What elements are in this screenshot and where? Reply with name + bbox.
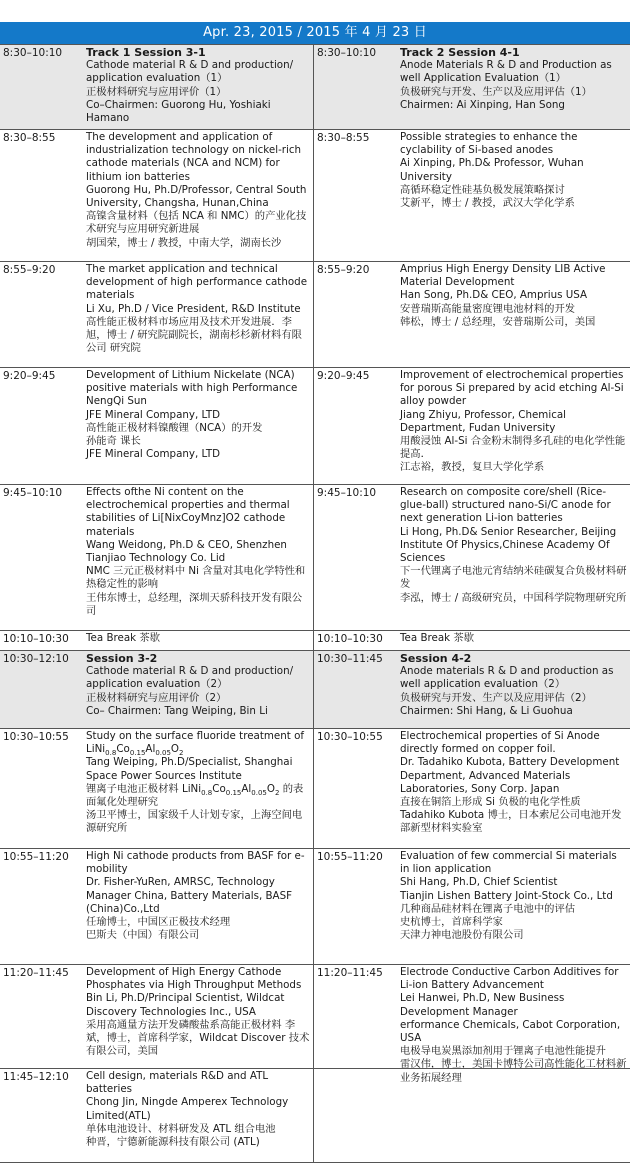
talk-line: 韩松，博士 / 总经理，安普瑞斯公司，美国 (400, 315, 596, 328)
talk-line: Amprius High Energy Density LIB Active Material Development (400, 263, 606, 289)
talk-details (400, 131, 628, 210)
talk-line: 安普瑞斯高能量密度锂电池材料的开发 (400, 302, 576, 315)
schedule-row (0, 848, 630, 964)
time-slot: 10:10–10:30 (3, 633, 69, 645)
talk-line: 李泓，博士 / 高级研究员，中国科学院物理研究所 (400, 591, 627, 604)
talk-line: 江志裕，教授，复旦大学化学系 (400, 461, 545, 474)
talk-details (400, 850, 628, 942)
talk-details (86, 966, 310, 1058)
time-slot: 8:55–9:20 (3, 264, 56, 276)
talk-line: Tea Break 茶歇 (86, 632, 161, 644)
talk-details (400, 730, 628, 836)
session-title: Track 2 Session 4-1 (400, 46, 520, 59)
schedule-cell-left (0, 729, 314, 848)
talk-line: Electrochemical properties of Si Anode directly formed on copper foil. (400, 730, 600, 756)
talk-line: Electrode Conductive Carbon Additives for Li-ion Battery Advancement (400, 966, 619, 992)
talk-details (86, 263, 310, 355)
talk-line: NengQi Sun (86, 395, 147, 408)
schedule-row (0, 261, 630, 367)
talk-details (400, 652, 628, 718)
talk-line: Improvement of electrochemical properties for porous Si prepared by acid etching Al-Si alloy powder (400, 369, 624, 408)
talk-line: 电极导电炭黑添加剂用于锂离子电池性能提升 (400, 1045, 606, 1058)
talk-line: Wang Weidong, Ph.D & CEO, Shenzhen Tianjiao Technology Co. Lid (86, 538, 287, 565)
chemical-formula: $LiNi_{0.8}Co_{0.15}Al_{0.05}O_2$ (86, 743, 184, 758)
talk-line: Chairmen: Ai Xinping, Han Song (400, 98, 565, 111)
schedule-cell-left (0, 1069, 314, 1162)
time-slot: 10:55–11:20 (3, 851, 69, 863)
schedule-cell-left (0, 631, 314, 650)
talk-line: 巴斯夫（中国）有限公司 (86, 929, 200, 942)
talk-line: Tianjin Lishen Battery Joint-Stock Co., Ltd (400, 889, 613, 902)
talk-line: 高镍含量材料（包括 NCA 和 NMC）的产业化技术研究与应用研究新进展 (86, 210, 307, 236)
time-slot: 10:10–10:30 (317, 633, 383, 645)
talk-line: 正极材料研究与应用评价（1） (86, 85, 227, 98)
talk-details (86, 369, 310, 461)
time-slot: 10:55–11:20 (317, 851, 383, 863)
talk-line: Tea Break 茶歇 (400, 632, 475, 644)
talk-line: Cathode material R & D and production/ application evaluation（2） (86, 665, 294, 691)
talk-line: Bin Li, Ph.D/Principal Scientist, Wildcat Discovery Technologies Inc., USA (86, 992, 285, 1018)
schedule-cell-left (0, 130, 314, 261)
talk-line: Chairmen: Shi Hang, & Li Guohua (400, 704, 573, 717)
talk-line: Effects ofthe Ni content on the electrochemical properties and thermal stabilities of Li[NixCoyMnz]O2 cathode materials (86, 486, 290, 538)
schedule-row (0, 367, 630, 484)
talk-line: 单体电池设计、材料研发及 ATL 组合电池 (86, 1122, 276, 1135)
schedule-row (0, 484, 630, 630)
talk-line: 几种商品硅材料在锂离子电池中的评估 (400, 902, 576, 915)
talk-line: Development of Lithium Nickelate (NCA) positive materials with high Performance (86, 369, 298, 395)
talk-line: Study on the surface fluoride treatment of $LiNi_{0.8}Co_{0.15}Al_{0.05}O_2$ (86, 730, 305, 758)
date-header: Apr. 23, 2015 / 2015 年 4 月 23 日 (0, 22, 630, 44)
schedule-cell-left (0, 965, 314, 1068)
talk-details (86, 486, 310, 618)
time-slot: 8:30–10:10 (3, 47, 63, 59)
time-slot: 8:30–8:55 (317, 132, 370, 144)
talk-line: The market application and technical development of high performance cathode materials (86, 263, 308, 302)
schedule-cell-right (314, 262, 630, 367)
talk-line: 采用高通量方法开发磷酸盐系高能正极材料 李斌，博士，首席科学家，Wildcat Discover 技术有限公司，美国 (86, 1018, 310, 1058)
talk-line: JFE Mineral Company, LTD (86, 448, 221, 461)
talk-line: Shi Hang, Ph.D, Chief Scientist (400, 876, 558, 889)
talk-line: Cell design, materials R&D and ATL batteries (86, 1070, 269, 1096)
talk-line: Cathode material R & D and production/ application evaluation（1） (86, 59, 294, 85)
talk-line: 负极研究与开发、生产以及应用评估（1） (400, 85, 592, 98)
talk-line: 用酸浸蚀 Al-Si 合金粉末制得多孔硅的电化学性能提高． (400, 435, 626, 461)
talk-line: JFE Mineral Company, LTD (86, 408, 221, 421)
talk-line: Li Hong, Ph.D& Senior Researcher, Beijing Institute Of Physics,Chinese Academy Of Sciences (400, 525, 617, 565)
talk-line: Ai Xinping, Ph.D& Professor, Wuhan University (400, 157, 584, 183)
talk-line: 王伟东博士，总经理，深圳天骄科技开发有限公司 (86, 591, 303, 617)
talk-details (400, 46, 628, 112)
talk-details (86, 850, 310, 942)
talk-line: 史杭博士，首席科学家 (400, 916, 503, 929)
talk-details (400, 369, 628, 475)
talk-line: 高性能正极材料市场应用及技术开发进展．李旭，博士 / 研究院副院长，湖南杉杉新材料有限公司 研究院 (86, 315, 302, 355)
time-slot: 9:20–9:45 (317, 370, 370, 382)
time-slot: 10:30–11:45 (317, 653, 383, 665)
table-bottom-border (0, 1162, 630, 1163)
talk-details (86, 730, 310, 836)
schedule-cell-left (0, 651, 314, 728)
talk-details (400, 486, 628, 605)
chemical-formula: $LiNi_{0.8}Co_{0.15}Al_{0.05}O_2$ (181, 782, 280, 797)
schedule-cell-right (314, 130, 630, 261)
talk-details (86, 1070, 310, 1149)
talk-line: 高循环稳定性硅基负极发展策略探讨 (400, 183, 565, 196)
session-title: Track 1 Session 3-1 (86, 46, 206, 59)
schedule-row (0, 44, 630, 129)
talk-line: 汤卫平博士，国家级千人计划专家，上海空间电源研究所 (86, 809, 303, 835)
schedule-row (0, 728, 630, 848)
schedule-cell-right (314, 485, 630, 630)
schedule-cell-right (314, 729, 630, 848)
session-title: Session 3-2 (86, 652, 158, 665)
schedule-cell-right (314, 631, 630, 650)
talk-details (400, 632, 628, 645)
talk-line: 任瑜博士，中国区正极技术经理 (86, 916, 231, 929)
talk-line: High Ni cathode products from BASF for e-mobility (86, 850, 305, 876)
talk-line: 天津力神电池股份有限公司 (400, 929, 524, 942)
talk-line: Dr. Fisher-YuRen, AMRSC, Technology Manager China, Battery Materials, BASF (China)Co.,Ltd (86, 876, 293, 915)
time-slot: 11:45–12:10 (3, 1071, 69, 1083)
time-slot: 8:30–10:10 (317, 47, 377, 59)
talk-line: Han Song, Ph.D& CEO, Amprius USA (400, 289, 588, 302)
talk-line: Jiang Zhiyu, Professor, Chemical Department, Fudan University (400, 408, 567, 434)
talk-line: Co–Chairmen: Guorong Hu, Yoshiaki Hamano (86, 98, 271, 125)
talk-details (86, 652, 310, 718)
schedule-cell-left (0, 45, 314, 129)
talk-line: Dr. Tadahiko Kubota, Battery Development Department, Advanced Materials Laboratories, Sony Corp. Japan (400, 756, 620, 795)
session-title: Session 4-2 (400, 652, 472, 665)
talk-line: NMC 三元正极材料中 Ni 含量对其电化学特性和热稳定性的影响 (86, 565, 306, 591)
talk-line: Tadahiko Kubota 博士，日本索尼公司电池开发部新型材料实验室 (400, 809, 622, 835)
schedule-cell-left (0, 262, 314, 367)
talk-line: Tang Weiping, Ph.D/Specialist, Shanghai Space Power Sources Institute (86, 756, 293, 782)
talk-details (86, 46, 310, 125)
time-slot: 10:30–12:10 (3, 653, 69, 665)
talk-line: Evaluation of few commercial Si materials in lion application (400, 850, 617, 876)
schedule-cell-left (0, 485, 314, 630)
talk-line: Co– Chairmen: Tang Weiping, Bin Li (86, 704, 268, 717)
time-slot: 11:20–11:45 (3, 967, 69, 979)
talk-line: 锂离子电池正极材料 $LiNi_{0.8}Co_{0.15}Al_{0.05}O_2$ 的表面氟化处理研究 (86, 782, 304, 809)
time-slot: 10:30–10:55 (3, 731, 69, 743)
time-slot: 8:30–8:55 (3, 132, 56, 144)
talk-details (86, 131, 310, 250)
schedule-cell-left (0, 849, 314, 964)
talk-line: 负极研究与开发、生产以及应用评估（2） (400, 691, 592, 704)
time-slot: 9:20–9:45 (3, 370, 56, 382)
talk-line: 胡国荣，博士 / 教授，中南大学，湖南长沙 (86, 236, 282, 249)
talk-line: Possible strategies to enhance the cyclability of Si-based anodes (400, 131, 578, 157)
talk-line: Development of High Energy Cathode Phosphates via High Throughput Methods (86, 966, 302, 992)
talk-line: 下一代锂离子电池元宵结纳米硅碳复合负极材料研发 (400, 565, 627, 591)
time-slot: 9:45–10:10 (317, 487, 377, 499)
talk-line: Lei Hanwei, Ph.D, New Business Development Manager (400, 992, 565, 1018)
talk-line: 高性能正极材料镍酸锂（NCA）的开发 (86, 421, 263, 434)
talk-line: Research on composite core/shell (Rice-glue-ball) structured nano-Si/C anode for next generation Li-ion batteries (400, 486, 611, 525)
schedule-cell-left (0, 368, 314, 484)
talk-details (400, 966, 628, 1085)
schedule-cell-right (314, 368, 630, 484)
schedule-row (0, 630, 630, 650)
time-slot: 9:45–10:10 (3, 487, 63, 499)
talk-line: Anode materials R & D and production as well application evaluation（2） (400, 665, 614, 691)
talk-line: 雷汉伟，博士，美国卡博特公司高性能化工材料新业务拓展经理 (400, 1058, 627, 1084)
schedule-cell-right (314, 849, 630, 964)
talk-details (400, 263, 628, 329)
talk-line: Guorong Hu, Ph.D/Professor, Central South University, Changsha, Hunan,China (86, 183, 307, 210)
talk-line: Li Xu, Ph.D / Vice President, R&D Institute (86, 302, 301, 315)
schedule-row (0, 129, 630, 261)
schedule-cell-right (314, 45, 630, 129)
talk-line: 正极材料研究与应用评价（2） (86, 691, 227, 704)
talk-line: 种晋，宁德新能源科技有限公司 (ATL) (86, 1136, 260, 1149)
talk-line: 孙能奇 课长 (86, 435, 141, 448)
time-slot: 10:30–10:55 (317, 731, 383, 743)
talk-line: erformance Chemicals, Cabot Corporation, USA (400, 1018, 621, 1045)
talk-line: The development and application of industrialization technology on nickel-rich cathode materials (NCA and NCM) for lithium ion batteries (86, 131, 302, 183)
schedule-row (0, 1068, 630, 1162)
talk-line: Anode Materials R & D and Production as well Application Evaluation（1） (400, 59, 612, 85)
talk-line: 艾新平，博士 / 教授，武汉大学化学系 (400, 197, 575, 210)
talk-line: Chong Jin, Ningde Amperex Technology Limited(ATL) (86, 1096, 289, 1122)
schedule-row (0, 650, 630, 728)
time-slot: 11:20–11:45 (317, 967, 383, 979)
talk-details (86, 632, 310, 645)
schedule-cell-right (314, 651, 630, 728)
talk-line: 直接在铜箔上形成 Si 负极的电化学性质 (400, 796, 581, 809)
time-slot: 8:55–9:20 (317, 264, 370, 276)
